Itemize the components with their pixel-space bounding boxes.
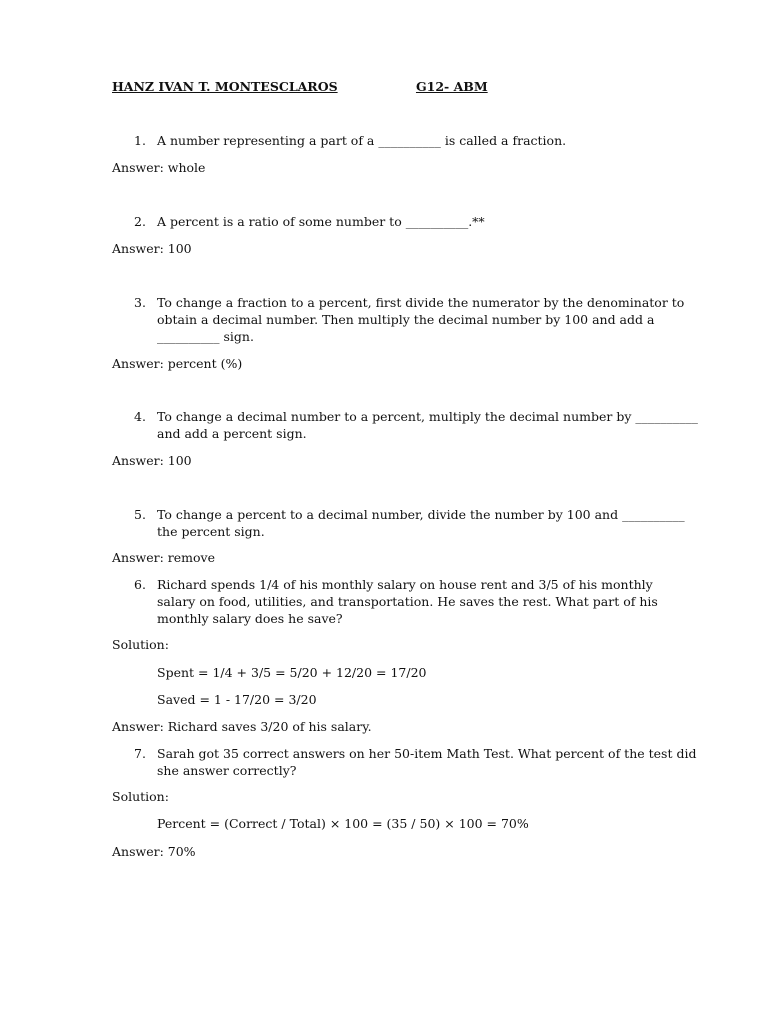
question-6-line-1: Richard spends 1/4 of his monthly salary on house rent and 3/5 of his monthly: [157, 577, 653, 592]
question-5-answer: Answer: remove: [112, 550, 215, 565]
question-7-line-2: she answer correctly?: [157, 763, 297, 778]
question-3-line-1: To change a fraction to a percent, first divide the numerator by the denominator to: [157, 295, 685, 310]
question-3-text: [157, 294, 685, 345]
question-3-answer: Answer: percent (%): [112, 356, 243, 371]
question-2-line-1: A percent is a ratio of some number to __________.**: [157, 214, 485, 229]
question-7-work-line-1: Percent = (Correct / Total) × 100 = (35 / 50) × 100 = 70%: [157, 816, 529, 831]
question-6-number: 6.: [134, 577, 146, 592]
question-4-number: 4.: [134, 409, 146, 424]
question-7-solution-label: Solution:: [112, 789, 169, 804]
question-6-line-2: salary on food, utilities, and transportation. He saves the rest. What part of his: [157, 594, 658, 609]
question-2-number: 2.: [134, 214, 146, 229]
question-4-answer: Answer: 100: [112, 453, 192, 468]
question-6-work-line-2: Saved = 1 - 17/20 = 3/20: [157, 692, 317, 707]
question-7-line-1: Sarah got 35 correct answers on her 50-item Math Test. What percent of the test did: [157, 746, 697, 761]
question-6-solution-label: Solution:: [112, 637, 169, 652]
question-4-line-2: and add a percent sign.: [157, 426, 307, 441]
document-header: [112, 78, 488, 95]
question-4-text: [157, 408, 698, 442]
question-6-answer: Answer: Richard saves 3/20 of his salary.: [112, 719, 372, 734]
question-7-answer: Answer: 70%: [112, 844, 196, 859]
question-6-line-3: monthly salary does he save?: [157, 611, 343, 626]
question-5-text: [157, 506, 685, 540]
question-7-text: [157, 745, 697, 779]
question-6-text: [157, 576, 657, 627]
question-1-number: 1.: [134, 133, 146, 148]
question-3-line-2: obtain a decimal number. Then multiply the decimal number by 100 and add a: [157, 312, 655, 327]
student-name: HANZ IVAN T. MONTESCLAROS: [112, 79, 338, 94]
question-4-line-1: To change a decimal number to a percent, multiply the decimal number by __________: [157, 409, 698, 424]
question-5-line-1: To change a percent to a decimal number, divide the number by 100 and __________: [157, 507, 685, 522]
question-6-work-line-1: Spent = 1/4 + 3/5 = 5/20 + 12/20 = 17/20: [157, 665, 427, 680]
question-3-number: 3.: [134, 295, 146, 310]
question-1-answer: Answer: whole: [112, 160, 206, 175]
grade-section: G12- ABM: [415, 79, 488, 94]
question-3-line-3: __________ sign.: [157, 329, 254, 344]
question-5-line-2: the percent sign.: [157, 524, 265, 539]
question-5-number: 5.: [134, 507, 146, 522]
question-7-number: 7.: [134, 746, 146, 761]
question-2-answer: Answer: 100: [112, 241, 192, 256]
question-1-text: [157, 132, 657, 149]
question-2-text: [157, 213, 657, 230]
question-1-line-1: A number representing a part of a __________ is called a fraction.: [157, 133, 567, 148]
